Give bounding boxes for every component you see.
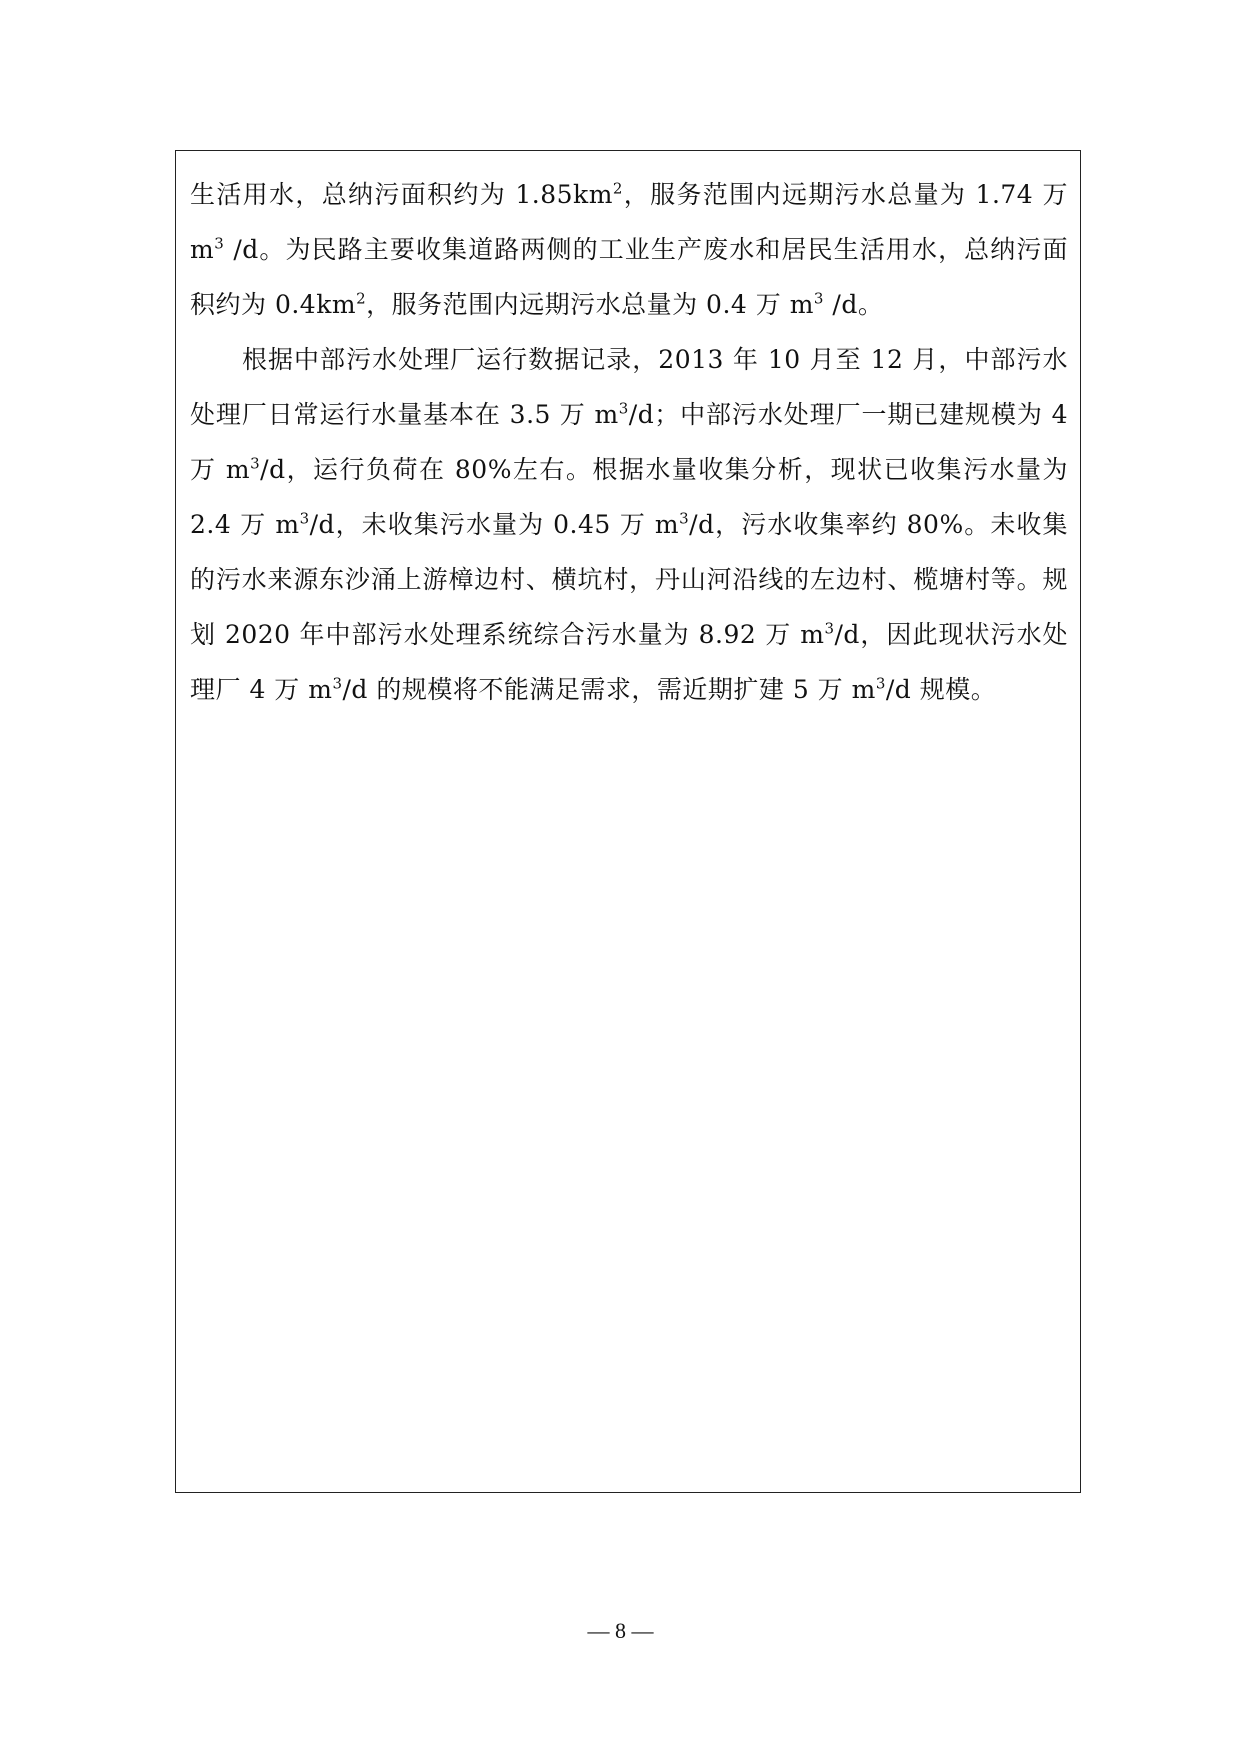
page-number: — 8 — [587,1618,654,1643]
superscript: 2 [612,179,623,198]
superscript: 2 [356,289,367,308]
document-body [190,167,1068,717]
superscript: 3 [618,399,629,418]
superscript: 3 [299,509,310,528]
text-run: /d，未收集污水量为 0.45 万 m [309,510,680,539]
text-run: /d，因此现状污水处理厂 4 万 m [190,620,1068,704]
paragraph [190,167,1068,332]
text-run: 生活用水，总纳污面积约为 1.85km [190,180,613,209]
content-frame [175,150,1081,1493]
paragraph [190,332,1068,717]
text-run: ，服务范围内远期污水总量为 1.74 万 m [190,180,1069,264]
superscript: 3 [214,234,225,253]
text-run: 根据中部污水处理厂运行数据记录，2013 年 10 月至 12 月，中部污水处理厂日常运行水量基本在 3.5 万 m [190,345,1068,429]
text-run: /d 的规模将不能满足需求，需近期扩建 5 万 m [342,675,876,704]
text-run: /d。为民路主要收集道路两侧的工业生产废水和居民生活用水，总纳污面积约为 0.4km [190,235,1068,319]
text-run: /d，运行负荷在 80%左右。根据水量收集分析，现状已收集污水量为 2.4 万 m [190,455,1068,539]
text-run: /d，污水收集率约 80%。未收集的污水来源东沙涌上游樟边村、横坑村，丹山河沿线的左边村、榄塘村等。规划 2020 年中部污水处理系统综合污水量为 8.92 万 m [190,510,1068,649]
superscript: 3 [813,289,824,308]
superscript: 3 [250,454,261,473]
superscript: 3 [875,674,886,693]
text-run: /d 规模。 [885,675,997,704]
text-run: /d。 [823,290,884,319]
text-run: /d；中部污水处理厂一期已建规模为 4 万 m [190,400,1069,484]
text-run: ，服务范围内远期污水总量为 0.4 万 m [366,290,814,319]
superscript: 3 [332,674,343,693]
superscript: 3 [679,509,690,528]
superscript: 3 [824,619,835,638]
